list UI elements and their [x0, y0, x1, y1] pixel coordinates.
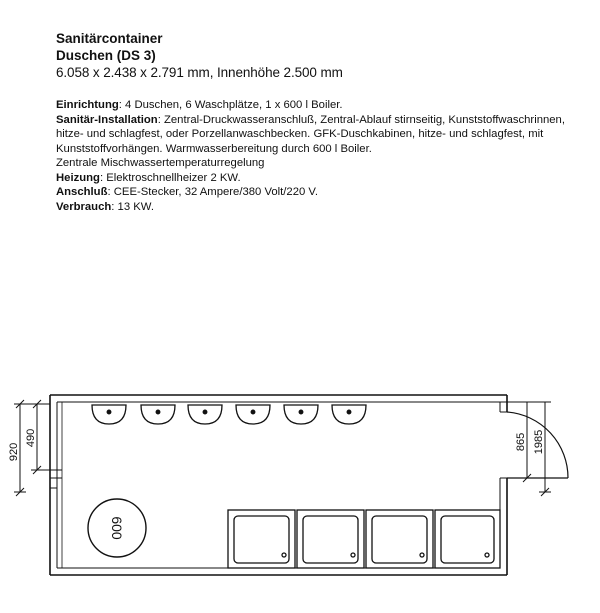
spec-label: Heizung — [56, 171, 100, 184]
wash-basin — [141, 405, 175, 424]
spec-label: Verbrauch — [56, 200, 112, 213]
boiler-600l — [88, 499, 146, 557]
spec-value: Zentrale Mischwassertemperaturregelung — [56, 157, 265, 169]
wash-basins — [92, 405, 366, 424]
wash-basin — [284, 405, 318, 424]
dim-label-920: 920 — [8, 442, 20, 462]
wash-basin — [188, 405, 222, 424]
wash-basin — [332, 405, 366, 424]
shower-cabin — [297, 510, 364, 568]
shower-cabins — [228, 510, 500, 568]
dim-label-1985: 1985 — [533, 429, 545, 455]
dim-label-490: 490 — [25, 428, 37, 448]
shower-cabin — [435, 510, 500, 568]
document-subtitle: Duschen (DS 3) — [56, 48, 156, 63]
shower-cabin — [228, 510, 295, 568]
dim-label-865: 865 — [515, 432, 527, 452]
spec-value: : CEE-Stecker, 32 Ampere/380 Volt/220 V. — [107, 186, 319, 198]
wash-basin — [236, 405, 270, 424]
boiler-label: 600 — [109, 516, 125, 540]
spec-value: : Elektroschnellheizer 2 KW. — [99, 171, 241, 184]
spec-value: : 13 KW. — [111, 200, 154, 213]
wash-basin — [92, 405, 126, 424]
spec-value: : 4 Duschen, 6 Waschplätze, 1 x 600 l Boiler. — [118, 99, 343, 111]
shower-cabin — [366, 510, 433, 568]
spec-value: : Zentral-Druckwasseranschluß, Zentral-Ablauf stirnseitig, Kunststoffwaschrinnen, hitze- und schlagfest, oder Porzellanwaschbecken. GFK-Duschkabinen, hitze- und schlagfest, mit Kunststoffvorhängen. Warmwasserbereitung durch 600 l Boiler. — [56, 113, 565, 155]
spec-label: Sanitär-Installation — [56, 113, 158, 126]
container-dimensions: 6.058 x 2.438 x 2.791 mm, Innenhöhe 2.500 mm — [56, 65, 343, 80]
document-title: Sanitärcontainer — [56, 31, 163, 46]
spec-label: Anschluß — [56, 186, 108, 198]
spec-label: Einrichtung — [56, 99, 119, 111]
